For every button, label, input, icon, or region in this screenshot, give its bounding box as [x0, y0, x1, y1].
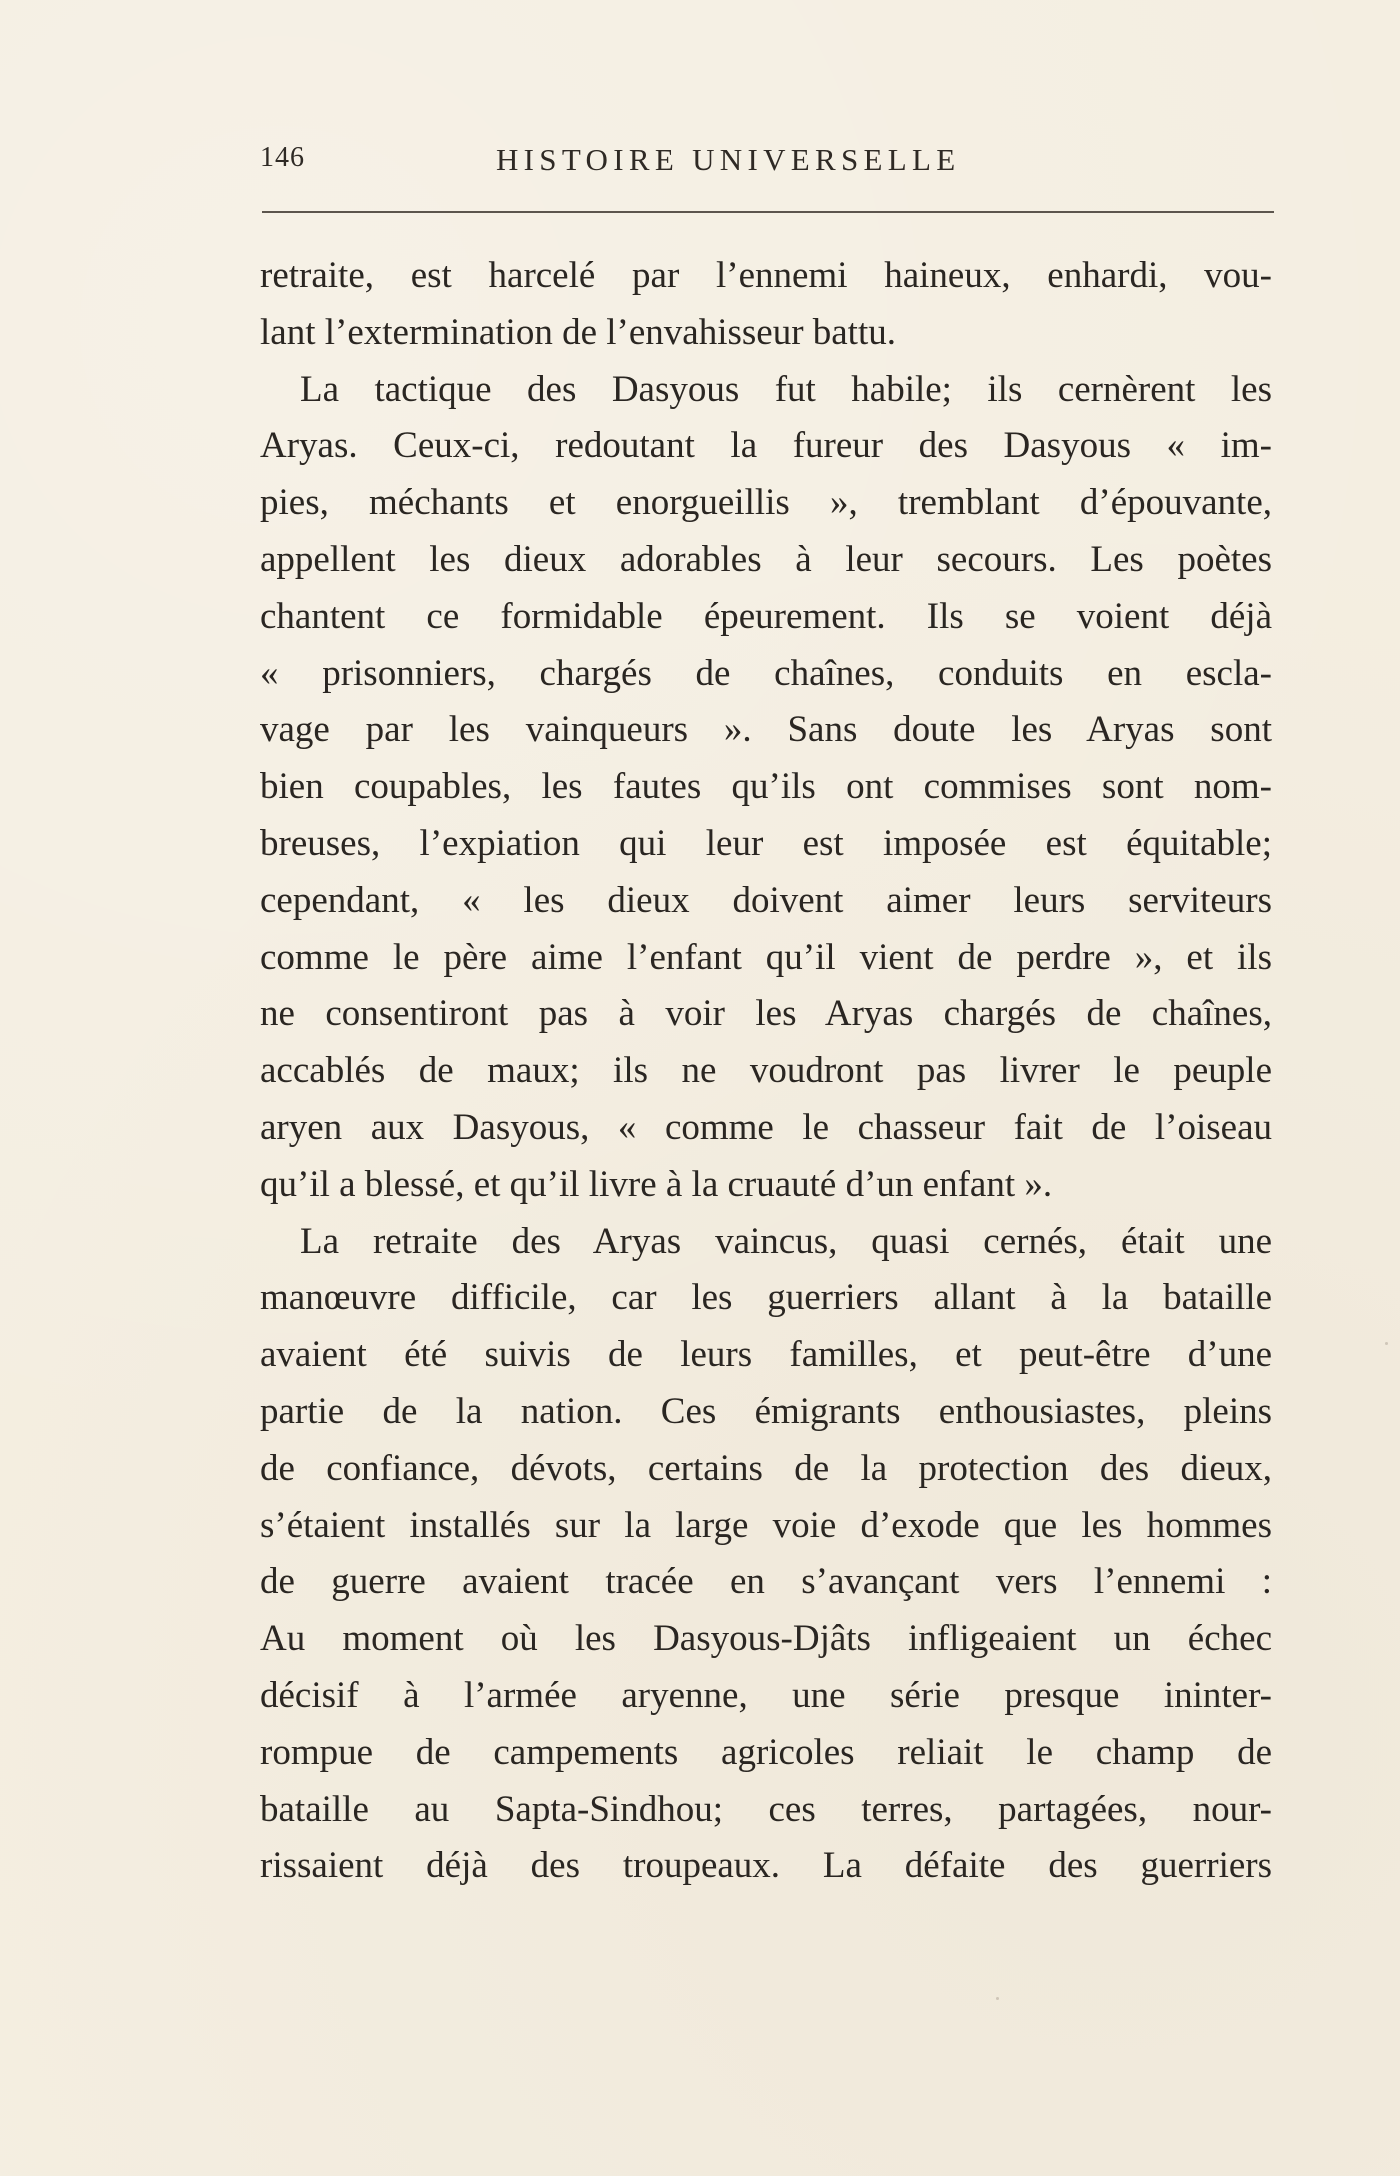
paragraph-start-line: La retraite des Aryas vaincus, quasi cernés, était une	[300, 1220, 1272, 1262]
paragraph-start-line: La tactique des Dasyous fut habile; ils cernèrent les	[300, 368, 1272, 410]
text-line: rompue de campements agricoles reliait le champ de	[260, 1731, 1272, 1773]
text-line: Au moment où les Dasyous-Djâts infligeaient un échec	[260, 1618, 1272, 1660]
text-line: rissaient déjà des troupeaux. La défaite des guerriers	[260, 1845, 1272, 1887]
text-line: s’étaient installés sur la large voie d’exode que les hommes	[260, 1504, 1272, 1546]
text-line: Aryas. Ceux-ci, redoutant la fureur des Dasyous « im-	[260, 425, 1272, 467]
body-text	[260, 248, 1272, 1895]
page-number: 146	[260, 142, 305, 173]
text-line: ne consentiront pas à voir les Aryas chargés de chaînes,	[260, 993, 1272, 1035]
paper-speck	[996, 1997, 999, 2000]
text-line: appellent les dieux adorables à leur secours. Les poètes	[260, 538, 1272, 580]
text-line: accablés de maux; ils ne voudront pas livrer le peuple	[260, 1050, 1272, 1092]
text-line: retraite, est harcelé par l’ennemi haineux, enhardi, vou-	[260, 255, 1272, 296]
text-line: lant l’extermination de l’envahisseur battu.	[260, 311, 896, 353]
page-header	[260, 142, 1272, 182]
text-line: vage par les vainqueurs ». Sans doute les Aryas sont	[260, 709, 1272, 751]
text-line: « prisonniers, chargés de chaînes, conduits en escla-	[260, 652, 1272, 694]
header-rule	[262, 211, 1274, 213]
text-line: partie de la nation. Ces émigrants enthousiastes, pleins	[260, 1390, 1272, 1432]
paper-speck	[1385, 1342, 1388, 1345]
text-line: cependant, « les dieux doivent aimer leurs serviteurs	[260, 879, 1272, 921]
text-line: qu’il a blessé, et qu’il livre à la cruauté d’un enfant ».	[260, 1163, 1053, 1205]
text-line: aryen aux Dasyous, « comme le chasseur fait de l’oiseau	[260, 1106, 1272, 1148]
text-line: avaient été suivis de leurs familles, et peut-être d’une	[260, 1334, 1272, 1376]
text-line: pies, méchants et enorgueillis », tremblant d’épouvante,	[260, 482, 1272, 524]
text-line: de guerre avaient tracée en s’avançant vers l’ennemi :	[260, 1561, 1272, 1603]
text-line: breuses, l’expiation qui leur est imposée est équitable;	[260, 822, 1272, 864]
text-line: de confiance, dévots, certains de la protection des dieux,	[260, 1447, 1272, 1489]
text-line: bataille au Sapta-Sindhou; ces terres, partagées, nour-	[260, 1788, 1272, 1830]
running-title: HISTOIRE UNIVERSELLE	[496, 142, 961, 177]
text-line: manœuvre difficile, car les guerriers allant à la bataille	[260, 1277, 1272, 1319]
text-line: décisif à l’armée aryenne, une série presque ininter-	[260, 1674, 1272, 1716]
text-line: chantent ce formidable épeurement. Ils se voient déjà	[260, 595, 1272, 637]
text-line: comme le père aime l’enfant qu’il vient de perdre », et ils	[260, 936, 1272, 978]
text-line: bien coupables, les fautes qu’ils ont commises sont nom-	[260, 766, 1272, 808]
